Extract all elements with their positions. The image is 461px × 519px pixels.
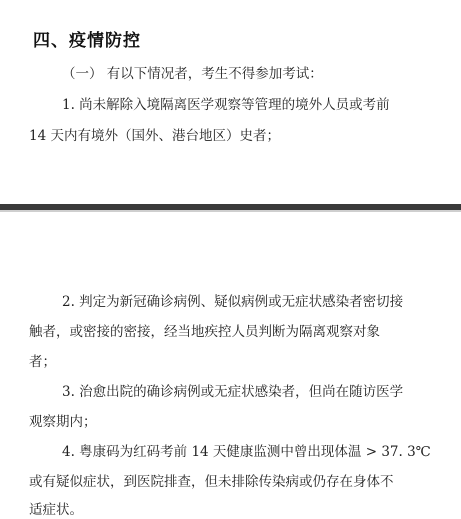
item-2-line-1: 2. 判定为新冠确诊病例、疑似病例或无症状感染者密切接 bbox=[62, 294, 404, 310]
item-2-line-3: 者； bbox=[29, 354, 56, 370]
section-heading: 四、疫情防控 bbox=[33, 31, 141, 51]
item-4-line-3: 适症状。 bbox=[29, 502, 83, 518]
page-divider-shadow bbox=[0, 210, 461, 212]
item-4-line-2: 或有疑似症状，到医院排查，但未排除传染病或仍存在身体不 bbox=[29, 474, 394, 490]
item-1-line-1: 1. 尚未解除入境隔离医学观察等管理的境外人员或考前 bbox=[62, 97, 390, 113]
intro-text: （一） 有以下情况者，考生不得参加考试： bbox=[62, 66, 323, 82]
item-1-line-2: 14 天内有境外（国外、港台地区）史者； bbox=[29, 128, 280, 144]
item-3-line-1: 3. 治愈出院的确诊病例或无症状感染者，但尚在随访医学 bbox=[62, 384, 404, 400]
item-3-line-2: 观察期内； bbox=[29, 414, 97, 430]
item-2-line-2: 触者，或密接的密接，经当地疾控人员判断为隔离观察对象 bbox=[29, 324, 380, 340]
item-4-line-1: 4. 粤康码为红码考前 14 天健康监测中曾出现体温 > 37. 3℃ bbox=[62, 444, 431, 460]
